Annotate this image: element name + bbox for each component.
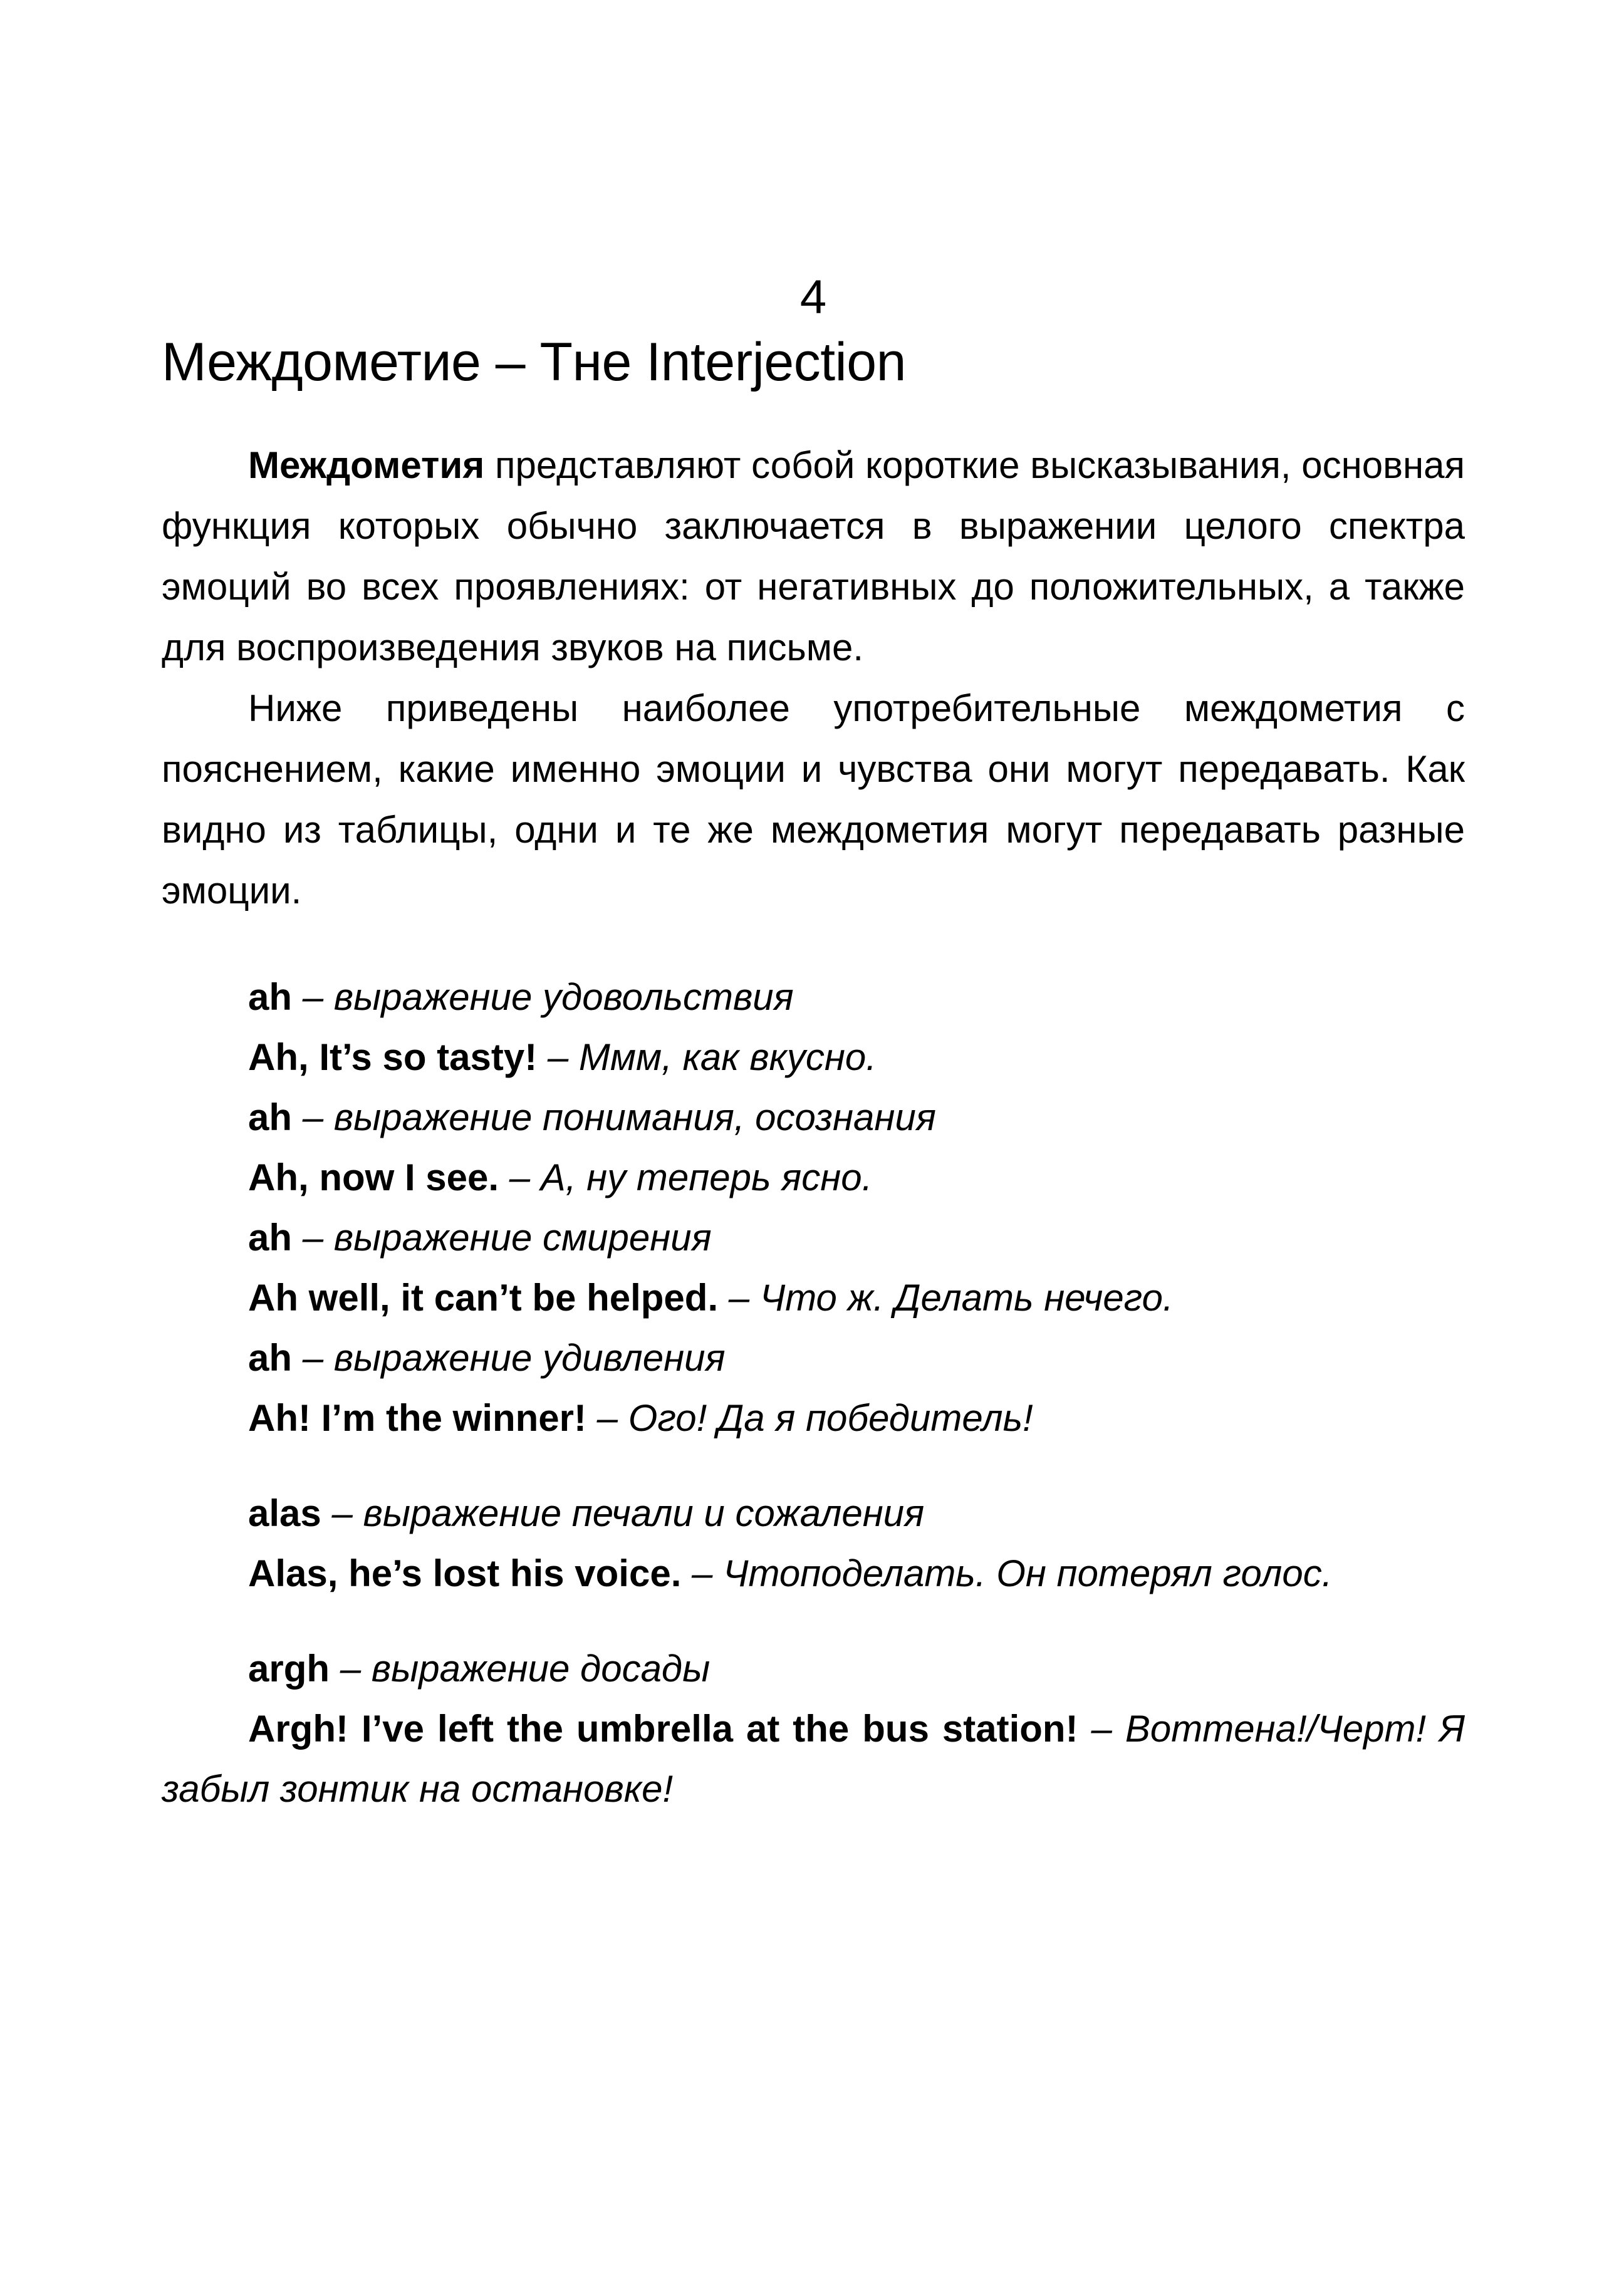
intro-lead-word: Междометия <box>248 444 485 486</box>
interjection-gloss: выражение печали и сожаления <box>363 1492 925 1534</box>
example-sentence: Ah well, it can’t be helped. <box>248 1277 719 1319</box>
chapter-number: 4 <box>799 271 827 324</box>
example-dash: – <box>537 1036 579 1078</box>
intro-paragraph-2: Ниже приведены наиболее употребительные междометия с пояснением, какие именно эмоции и чувства они могут передавать. Как видно из таблицы, одни и те же междометия могут передавать разные эмоции. <box>162 687 1465 912</box>
entry-term-line <box>162 1483 1465 1544</box>
example-sentence: Ah! I’m the winner! <box>248 1397 586 1439</box>
interjection-gloss: выражение удивления <box>333 1337 726 1379</box>
intro-paragraph-1-rest: представляют собой короткие высказывания, основная функция которых обычно заключается в выражении целого спектра эмоций во всех проявлениях: от негативных до положительных, а также для воспроизведения звуков на письме. <box>162 444 1465 668</box>
intro-paragraph-1 <box>162 435 1465 678</box>
term-dash: – <box>292 1337 334 1379</box>
example-dash: – <box>718 1277 760 1319</box>
examples-list <box>162 967 1465 1819</box>
entry-example-line <box>162 1699 1465 1819</box>
interjection-term: alas <box>248 1492 321 1534</box>
term-dash: – <box>321 1492 363 1534</box>
example-translation: Ого! Да я победитель! <box>628 1397 1033 1439</box>
example-group-ah <box>162 967 1465 1448</box>
interjection-term: ah <box>248 976 293 1018</box>
example-translation: Ммм, как вкусно. <box>578 1036 877 1078</box>
example-translation: Чтоподелать. Он потерял голос. <box>723 1552 1333 1594</box>
page-content <box>162 269 1465 1819</box>
entry-term-line <box>162 967 1465 1027</box>
example-sentence: Ah, now I see. <box>248 1156 499 1198</box>
entry-term-line <box>162 1639 1465 1699</box>
entry-term-line <box>162 1328 1465 1388</box>
example-group-alas <box>162 1483 1465 1604</box>
interjection-gloss: выражение удовольствия <box>333 976 794 1018</box>
entry-example-line <box>162 1544 1465 1604</box>
entry-term-line <box>162 1208 1465 1268</box>
example-group-argh <box>162 1639 1465 1819</box>
interjection-term: ah <box>248 1337 293 1379</box>
term-dash: – <box>330 1648 372 1690</box>
example-dash: – <box>586 1397 628 1439</box>
term-dash: – <box>292 1217 334 1259</box>
interjection-gloss: выражение смирения <box>333 1217 712 1259</box>
entry-example-line <box>162 1027 1465 1088</box>
example-dash: – <box>1078 1708 1125 1750</box>
entry-example-line <box>162 1148 1465 1208</box>
interjection-term: ah <box>248 1217 293 1259</box>
example-sentence: Ah, It’s so tasty! <box>248 1036 538 1078</box>
interjection-gloss: выражение понимания, осознания <box>333 1096 936 1138</box>
example-translation: А, ну теперь ясно. <box>540 1156 873 1198</box>
entry-term-line <box>162 1088 1465 1148</box>
interjection-gloss: выражение досады <box>371 1648 710 1690</box>
entry-example-line <box>162 1388 1465 1448</box>
term-dash: – <box>292 1096 334 1138</box>
interjection-term: argh <box>248 1648 330 1690</box>
entry-example-line <box>162 1268 1465 1328</box>
example-dash: – <box>499 1156 541 1198</box>
example-translation: Воттена!/Черт! Я забыл зонтик на остановке! <box>162 1708 1465 1810</box>
term-dash: – <box>292 976 334 1018</box>
example-sentence: Alas, he’s lost his voice. <box>248 1552 682 1594</box>
example-sentence: Argh! I’ve left the umbrella at the bus station! <box>248 1708 1078 1750</box>
interjection-term: ah <box>248 1096 293 1138</box>
example-translation: Что ж. Делать нечего. <box>759 1277 1174 1319</box>
example-dash: – <box>681 1552 724 1594</box>
chapter-title: Междометие – Тне Interjection <box>162 332 906 392</box>
